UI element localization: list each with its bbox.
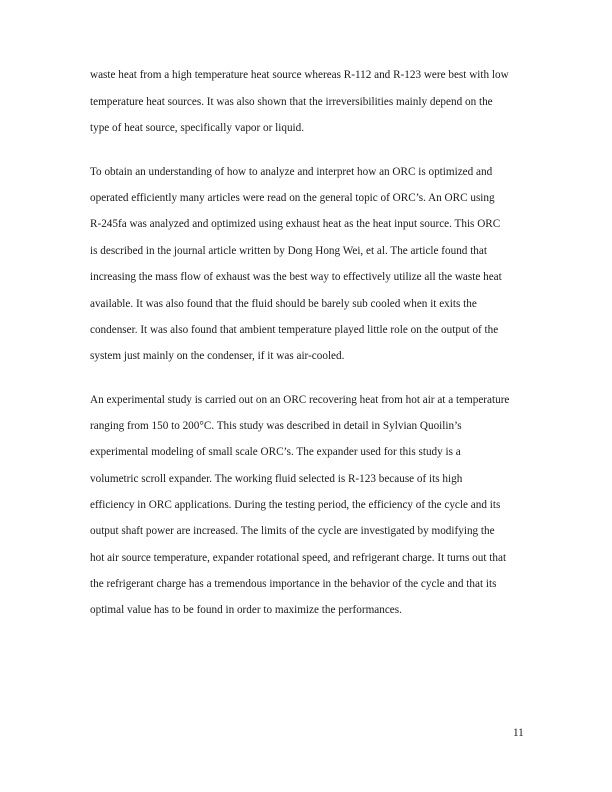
text-line: volumetric scroll expander. The working fluid selected is R-123 because of its high bbox=[90, 473, 463, 485]
text-line: operated efficiently many articles were read on the general topic of ORC’s. An ORC using bbox=[90, 192, 495, 204]
text-line: To obtain an understanding of how to analyze and interpret how an ORC is optimized and bbox=[90, 166, 493, 178]
page-number: 11 bbox=[513, 727, 524, 739]
text-line: system just mainly on the condenser, if it was air-cooled. bbox=[90, 350, 345, 362]
text-line: temperature heat sources. It was also shown that the irreversibilities mainly depend on the bbox=[90, 96, 493, 108]
text-line: increasing the mass flow of exhaust was the best way to effectively utilize all the waste heat bbox=[90, 271, 502, 283]
text-line: condenser. It was also found that ambient temperature played little role on the output of the bbox=[90, 324, 499, 336]
text-line: ranging from 150 to 200°C. This study was described in detail in Sylvian Quoilin’s bbox=[90, 420, 462, 432]
text-line: is described in the journal article written by Dong Hong Wei, et al. The article found that bbox=[90, 245, 487, 257]
text-line: output shaft power are increased. The limits of the cycle are investigated by modifying the bbox=[90, 525, 495, 537]
text-line: the refrigerant charge has a tremendous importance in the behavior of the cycle and that its bbox=[90, 578, 497, 590]
text-line: R-245fa was analyzed and optimized using exhaust heat as the heat input source. This ORC bbox=[90, 218, 501, 230]
text-line: efficiency in ORC applications. During the testing period, the efficiency of the cycle and its bbox=[90, 499, 501, 511]
text-line: hot air source temperature, expander rotational speed, and refrigerant charge. It turns out that bbox=[90, 552, 507, 564]
text-line: type of heat source, specifically vapor or liquid. bbox=[90, 122, 305, 134]
text-line: waste heat from a high temperature heat source whereas R-112 and R-123 were best with low bbox=[90, 69, 509, 81]
text-line: available. It was also found that the fluid should be barely sub cooled when it exits the bbox=[90, 298, 477, 310]
text-line: experimental modeling of small scale ORC’s. The expander used for this study is a bbox=[90, 446, 461, 458]
text-line: An experimental study is carried out on an ORC recovering heat from hot air at a temperature bbox=[90, 394, 510, 406]
text-line: optimal value has to be found in order to maximize the performances. bbox=[90, 604, 402, 616]
